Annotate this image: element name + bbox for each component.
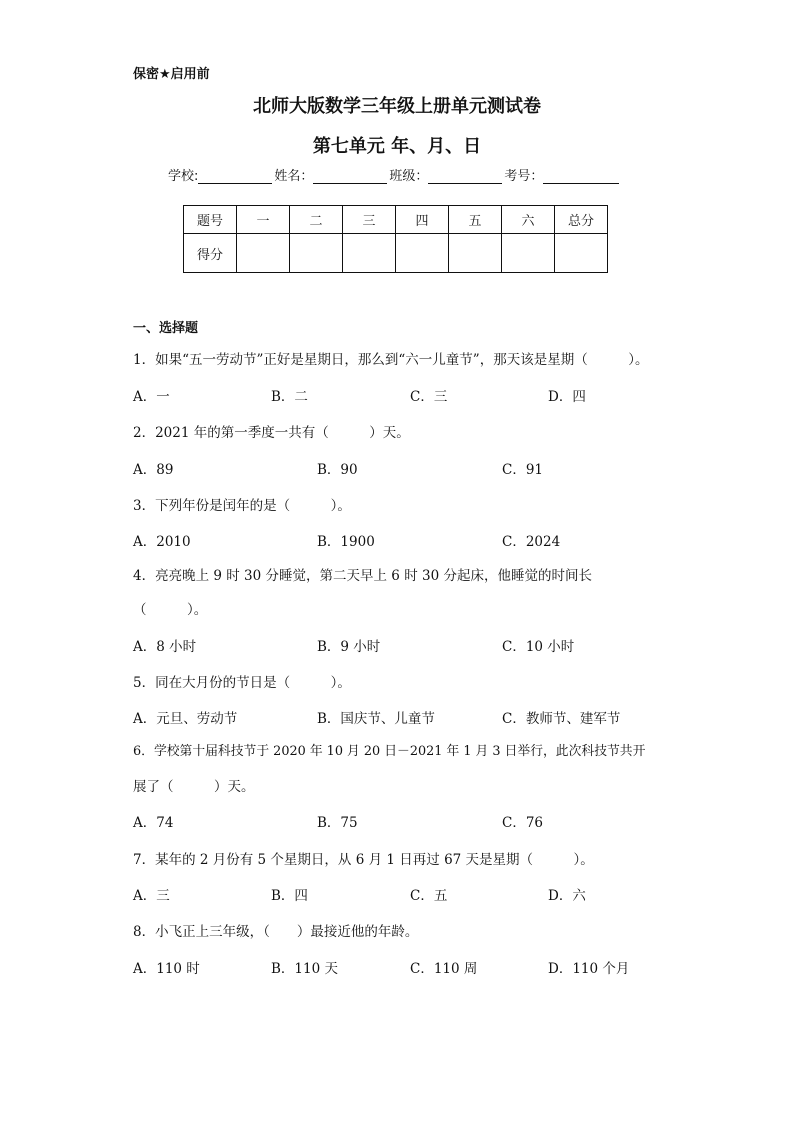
name-label: 姓名： — [274, 169, 314, 184]
school-label: 学校: — [168, 169, 199, 184]
score-header-cell: 五 — [449, 206, 502, 234]
option-a: A．2010 — [133, 534, 191, 550]
score-header-cell: 三 — [343, 206, 396, 234]
score-header-cell: 题号 — [184, 206, 237, 234]
question-text: 3．下列年份是闰年的是（ ）。 — [133, 498, 351, 514]
option-b: B．110 天 — [271, 961, 338, 977]
option-b: B．9 小时 — [317, 639, 381, 655]
option-b: B．90 — [317, 462, 358, 478]
question-text: 8．小飞正上三年级，（ ）最接近他的年龄。 — [133, 924, 419, 940]
section-title-choice: 一、选择题 — [133, 321, 199, 336]
score-table-header-row — [184, 206, 608, 234]
option-c: C．三 — [410, 389, 448, 405]
score-cell[interactable] — [237, 234, 290, 273]
school-blank[interactable] — [198, 169, 272, 184]
score-header-cell: 六 — [502, 206, 555, 234]
score-cell[interactable] — [502, 234, 555, 273]
option-c: C．2024 — [502, 534, 561, 550]
question-text: 5．同在大月份的节日是（ ）。 — [133, 675, 351, 691]
option-b: B．国庆节、儿童节 — [317, 711, 435, 727]
option-c: C．五 — [410, 888, 448, 904]
question-text: 6．学校第十届科技节于 2020 年 10 月 20 日－2021 年 1 月 3 日举行，此次科技节共开 — [133, 744, 646, 759]
question-text: 1．如果“五一劳动节”正好是星期日，那么到“六一儿童节”，那天该是星期（ ）。 — [133, 352, 649, 368]
class-label: 班级： — [389, 169, 429, 184]
exam-number-blank[interactable] — [543, 169, 619, 184]
score-header-cell: 二 — [290, 206, 343, 234]
score-table-score-row — [184, 234, 608, 273]
option-c: C．76 — [502, 815, 544, 831]
option-d: D．四 — [548, 389, 586, 405]
unit-subtitle: 第七单元 年、月、日 — [312, 136, 482, 157]
score-cell[interactable] — [290, 234, 343, 273]
option-a: A．110 时 — [133, 961, 200, 977]
score-row-label: 得分 — [184, 234, 237, 273]
question-text: 7．某年的 2 月份有 5 个星期日，从 6 月 1 日再过 67 天是星期（ ）。 — [133, 852, 594, 868]
score-cell[interactable] — [555, 234, 608, 273]
option-a: A．三 — [133, 888, 170, 904]
score-cell[interactable] — [396, 234, 449, 273]
option-b: B．四 — [271, 888, 308, 904]
option-b: B．75 — [317, 815, 358, 831]
option-c: C．91 — [502, 462, 544, 478]
option-a: A．一 — [133, 389, 170, 405]
option-c: C．110 周 — [410, 961, 478, 977]
option-d: D．六 — [548, 888, 586, 904]
student-info-row — [168, 165, 621, 184]
question-text: 2．2021 年的第一季度一共有（ ）天。 — [133, 425, 410, 441]
option-d: D．110 个月 — [548, 961, 630, 977]
option-a: A．元旦、劳动节 — [133, 711, 238, 727]
name-blank[interactable] — [313, 169, 387, 184]
option-a: A．89 — [133, 462, 174, 478]
option-a: A．8 小时 — [133, 639, 197, 655]
score-cell[interactable] — [449, 234, 502, 273]
score-table — [183, 205, 608, 273]
exam-number-label: 考号： — [504, 169, 544, 184]
question-text: 4．亮亮晚上 9 时 30 分睡觉，第二天早上 6 时 30 分起床，他睡觉的时间长 — [133, 568, 592, 584]
score-header-cell: 一 — [237, 206, 290, 234]
question-text-continued: （ ）。 — [133, 602, 208, 618]
score-cell[interactable] — [343, 234, 396, 273]
confidential-label: 保密★启用前 — [133, 67, 210, 82]
option-b: B．二 — [271, 389, 308, 405]
exam-title: 北师大版数学三年级上册单元测试卷 — [253, 96, 541, 117]
score-header-cell: 四 — [396, 206, 449, 234]
option-c: C．10 小时 — [502, 639, 575, 655]
question-text-continued: 展了（ ）天。 — [133, 779, 255, 795]
class-blank[interactable] — [428, 169, 502, 184]
score-header-cell: 总分 — [555, 206, 608, 234]
option-a: A．74 — [133, 815, 174, 831]
option-c: C．教师节、建军节 — [502, 711, 621, 727]
option-b: B．1900 — [317, 534, 375, 550]
